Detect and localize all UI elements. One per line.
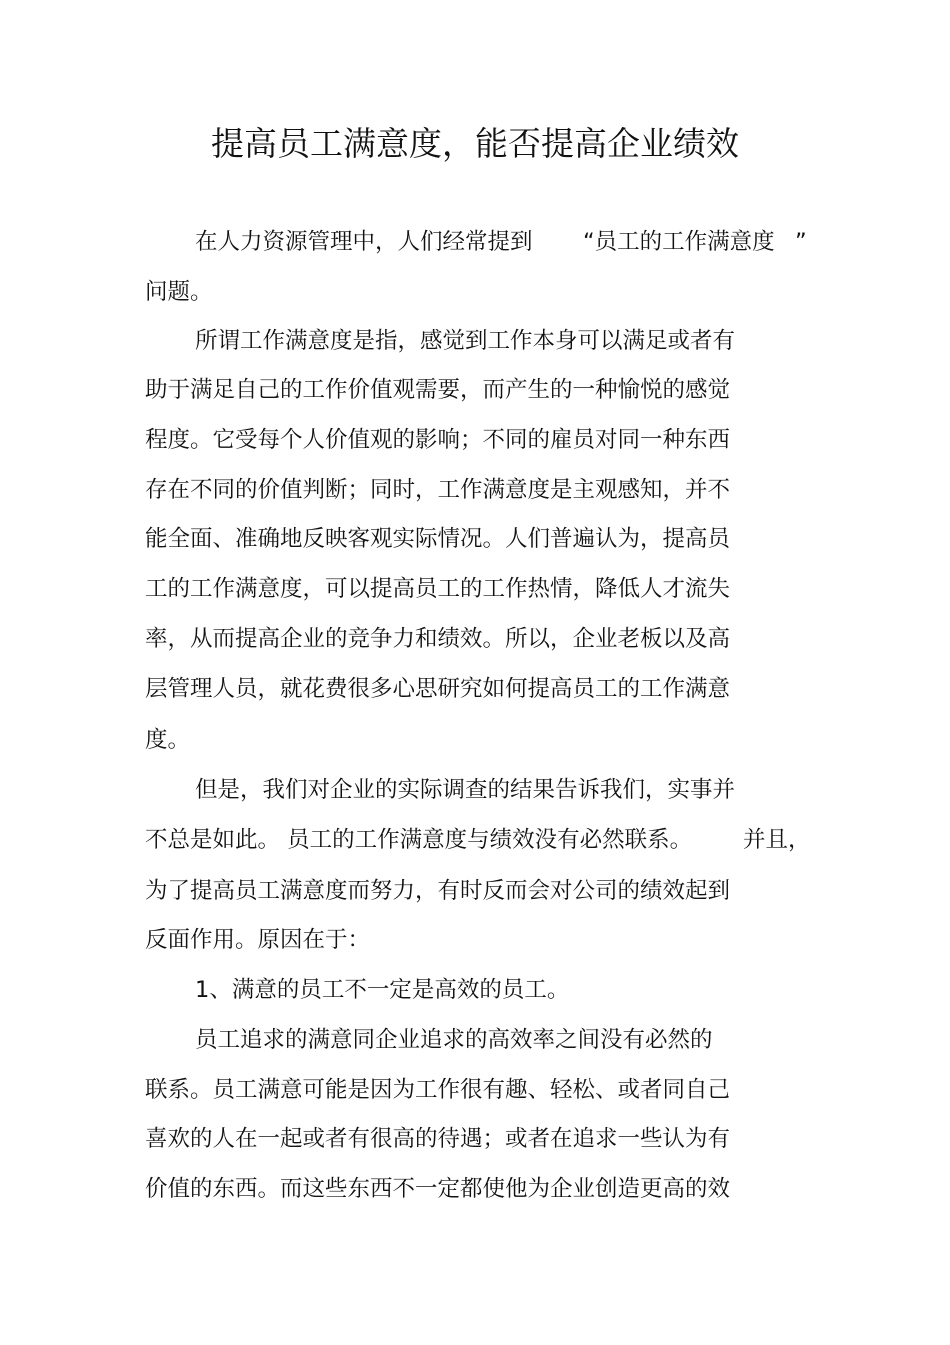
paragraph-line: 反面作用。原因在于：	[145, 927, 371, 953]
paragraph-line: 联系。员工满意可能是因为工作很有趣、轻松、或者同自己	[145, 1077, 731, 1103]
list-item: 1、满意的员工不一定是高效的员工。	[195, 977, 570, 1003]
document-title: 提高员工满意度，能否提高企业绩效	[211, 124, 739, 163]
paragraph-line: 在人力资源管理中，人们经常提到	[195, 229, 533, 255]
paragraph-line: 为了提高员工满意度而努力，有时反而会对公司的绩效起到	[145, 878, 731, 904]
paragraph-line: 价值的东西。而这些东西不一定都使他为企业创造更高的效	[145, 1176, 731, 1202]
paragraph-line: 不总是如此。 员工的工作满意度与绩效没有必然联系。	[145, 827, 693, 853]
paragraph-line: 工的工作满意度，可以提高员工的工作热情，降低人才流失	[145, 576, 731, 602]
paragraph-line: 能全面、准确地反映客观实际情况。人们普遍认为，提高员	[145, 526, 731, 552]
paragraph-line: 程度。它受每个人价值观的影响；不同的雇员对同一种东西	[145, 427, 731, 453]
paragraph-line: 问题。	[145, 279, 213, 305]
paragraph-line: 存在不同的价值判断；同时，工作满意度是主观感知，并不	[145, 477, 731, 503]
paragraph-line: 度。	[145, 727, 191, 753]
paragraph-line: 但是，我们对企业的实际调查的结果告诉我们，实事并	[195, 777, 736, 803]
paragraph-line: 层管理人员，就花费很多心思研究如何提高员工的工作满意	[145, 676, 731, 702]
paragraph-line: ”	[795, 229, 807, 255]
paragraph-line: 助于满足自己的工作价值观需要，而产生的一种愉悦的感觉	[145, 377, 731, 403]
paragraph-line: 并且，	[743, 827, 811, 853]
paragraph-line: 喜欢的人在一起或者有很高的待遇；或者在追求一些认为有	[145, 1126, 731, 1152]
paragraph-line: “员工的工作满意度	[583, 229, 775, 255]
paragraph-line: 所谓工作满意度是指，感觉到工作本身可以满足或者有	[195, 328, 736, 354]
paragraph-line: 员工追求的满意同企业追求的高效率之间没有必然的	[195, 1027, 713, 1053]
paragraph-line: 率，从而提高企业的竞争力和绩效。所以，企业老板以及高	[145, 626, 731, 652]
